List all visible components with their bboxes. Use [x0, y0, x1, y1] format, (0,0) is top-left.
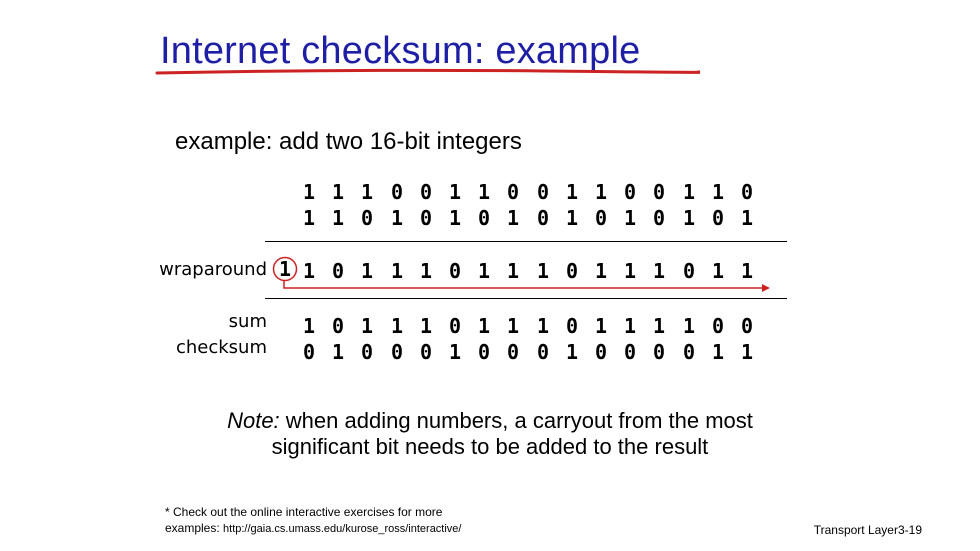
operand2-bit: 1	[740, 206, 754, 230]
sum-bit: 0	[711, 314, 725, 338]
wraparound-bit: 1	[506, 259, 520, 283]
footnote	[165, 504, 461, 537]
checksum-bit: 1	[448, 340, 462, 364]
checksum-bit: 1	[331, 340, 345, 364]
sum-bit: 0	[740, 314, 754, 338]
sum-bit: 0	[565, 314, 579, 338]
operand1-bit: 1	[331, 180, 345, 204]
wraparound-bit: 1	[390, 259, 404, 283]
sum-bit: 1	[682, 314, 696, 338]
note-prefix: Note:	[227, 408, 280, 433]
sum-bit: 1	[623, 314, 637, 338]
operand2-bit: 1	[448, 206, 462, 230]
operand2-bit: 1	[506, 206, 520, 230]
checksum-bit: 1	[740, 340, 754, 364]
sum-label: sum	[228, 311, 267, 332]
operand2-bit: 1	[331, 206, 345, 230]
operand1-bit: 1	[302, 180, 316, 204]
operand2-bit: 1	[390, 206, 404, 230]
operand2-bit: 0	[594, 206, 608, 230]
note	[180, 408, 800, 460]
title-underline	[155, 66, 700, 78]
checksum-bit: 0	[594, 340, 608, 364]
operand1-bit: 0	[536, 180, 550, 204]
checksum-label: checksum	[175, 337, 267, 358]
wraparound-bit: 1	[652, 259, 666, 283]
checksum-bit: 0	[477, 340, 491, 364]
wraparound-bit: 1	[302, 259, 316, 283]
checksum-bit: 0	[506, 340, 520, 364]
slide-number: Transport Layer3-19	[813, 523, 922, 537]
wraparound-bit: 1	[740, 259, 754, 283]
operand1-bit: 1	[682, 180, 696, 204]
checksum-bit: 0	[390, 340, 404, 364]
checksum-bit: 0	[652, 340, 666, 364]
sum-bit: 0	[331, 314, 345, 338]
operand1-bit: 1	[477, 180, 491, 204]
checksum-bit: 0	[419, 340, 433, 364]
footnote-line-1: * Check out the online interactive exercises for more	[165, 505, 443, 519]
checksum-bit: 0	[302, 340, 316, 364]
sum-bit: 1	[536, 314, 550, 338]
sum-bit: 1	[390, 314, 404, 338]
wraparound-bit: 1	[477, 259, 491, 283]
checksum-bit: 0	[536, 340, 550, 364]
addition-line	[265, 241, 787, 242]
footnote-prefix: examples:	[165, 521, 224, 535]
operand2-bit: 0	[711, 206, 725, 230]
sum-bit: 1	[360, 314, 374, 338]
operand2-bit: 1	[623, 206, 637, 230]
wraparound-bit: 0	[448, 259, 462, 283]
operand2-bit: 0	[652, 206, 666, 230]
operand1-bit: 1	[360, 180, 374, 204]
subtitle: example: add two 16-bit integers	[175, 128, 522, 155]
operand1-bit: 1	[565, 180, 579, 204]
operand1-bit: 0	[623, 180, 637, 204]
footnote-line-2	[165, 520, 461, 537]
operand2-bit: 1	[682, 206, 696, 230]
sum-line	[265, 298, 787, 299]
checksum-bit: 1	[711, 340, 725, 364]
wraparound-bit: 1	[360, 259, 374, 283]
wraparound-label: wraparound	[159, 259, 267, 280]
operand1-bit: 0	[652, 180, 666, 204]
wraparound-bit: 1	[711, 259, 725, 283]
operand1-bit: 0	[419, 180, 433, 204]
sum-bit: 1	[419, 314, 433, 338]
wraparound-bit: 1	[594, 259, 608, 283]
wraparound-bit: 1	[623, 259, 637, 283]
sum-bit: 1	[506, 314, 520, 338]
operand1-bit: 0	[740, 180, 754, 204]
operand1-bit: 1	[448, 180, 462, 204]
note-line-2: significant bit needs to be added to the result	[271, 434, 709, 459]
operand2-bit: 0	[360, 206, 374, 230]
sum-bit: 1	[594, 314, 608, 338]
slide-title: Internet checksum: example	[160, 30, 641, 72]
sum-bit: 1	[302, 314, 316, 338]
checksum-bit: 1	[565, 340, 579, 364]
note-line-1	[180, 408, 800, 434]
note-line1-text: when adding numbers, a carryout from the most	[279, 408, 753, 433]
wraparound-bit: 0	[565, 259, 579, 283]
operand2-bit: 0	[477, 206, 491, 230]
wraparound-bit: 1	[419, 259, 433, 283]
footnote-link[interactable]: http://gaia.cs.umass.edu/kurose_ross/interactive/	[223, 523, 462, 535]
wraparound-bit: 1	[536, 259, 550, 283]
operand2-bit: 1	[565, 206, 579, 230]
operand2-bit: 0	[419, 206, 433, 230]
checksum-bit: 0	[682, 340, 696, 364]
carry-bit: 1	[278, 257, 292, 281]
operand1-bit: 0	[506, 180, 520, 204]
checksum-bit: 0	[623, 340, 637, 364]
operand1-bit: 1	[594, 180, 608, 204]
operand2-bit: 1	[302, 206, 316, 230]
wraparound-bit: 0	[682, 259, 696, 283]
wraparound-arrow	[280, 280, 775, 296]
sum-bit: 1	[477, 314, 491, 338]
wraparound-bit: 0	[331, 259, 345, 283]
sum-bit: 0	[448, 314, 462, 338]
sum-bit: 1	[652, 314, 666, 338]
operand2-bit: 0	[536, 206, 550, 230]
operand1-bit: 1	[711, 180, 725, 204]
operand1-bit: 0	[390, 180, 404, 204]
checksum-bit: 0	[360, 340, 374, 364]
